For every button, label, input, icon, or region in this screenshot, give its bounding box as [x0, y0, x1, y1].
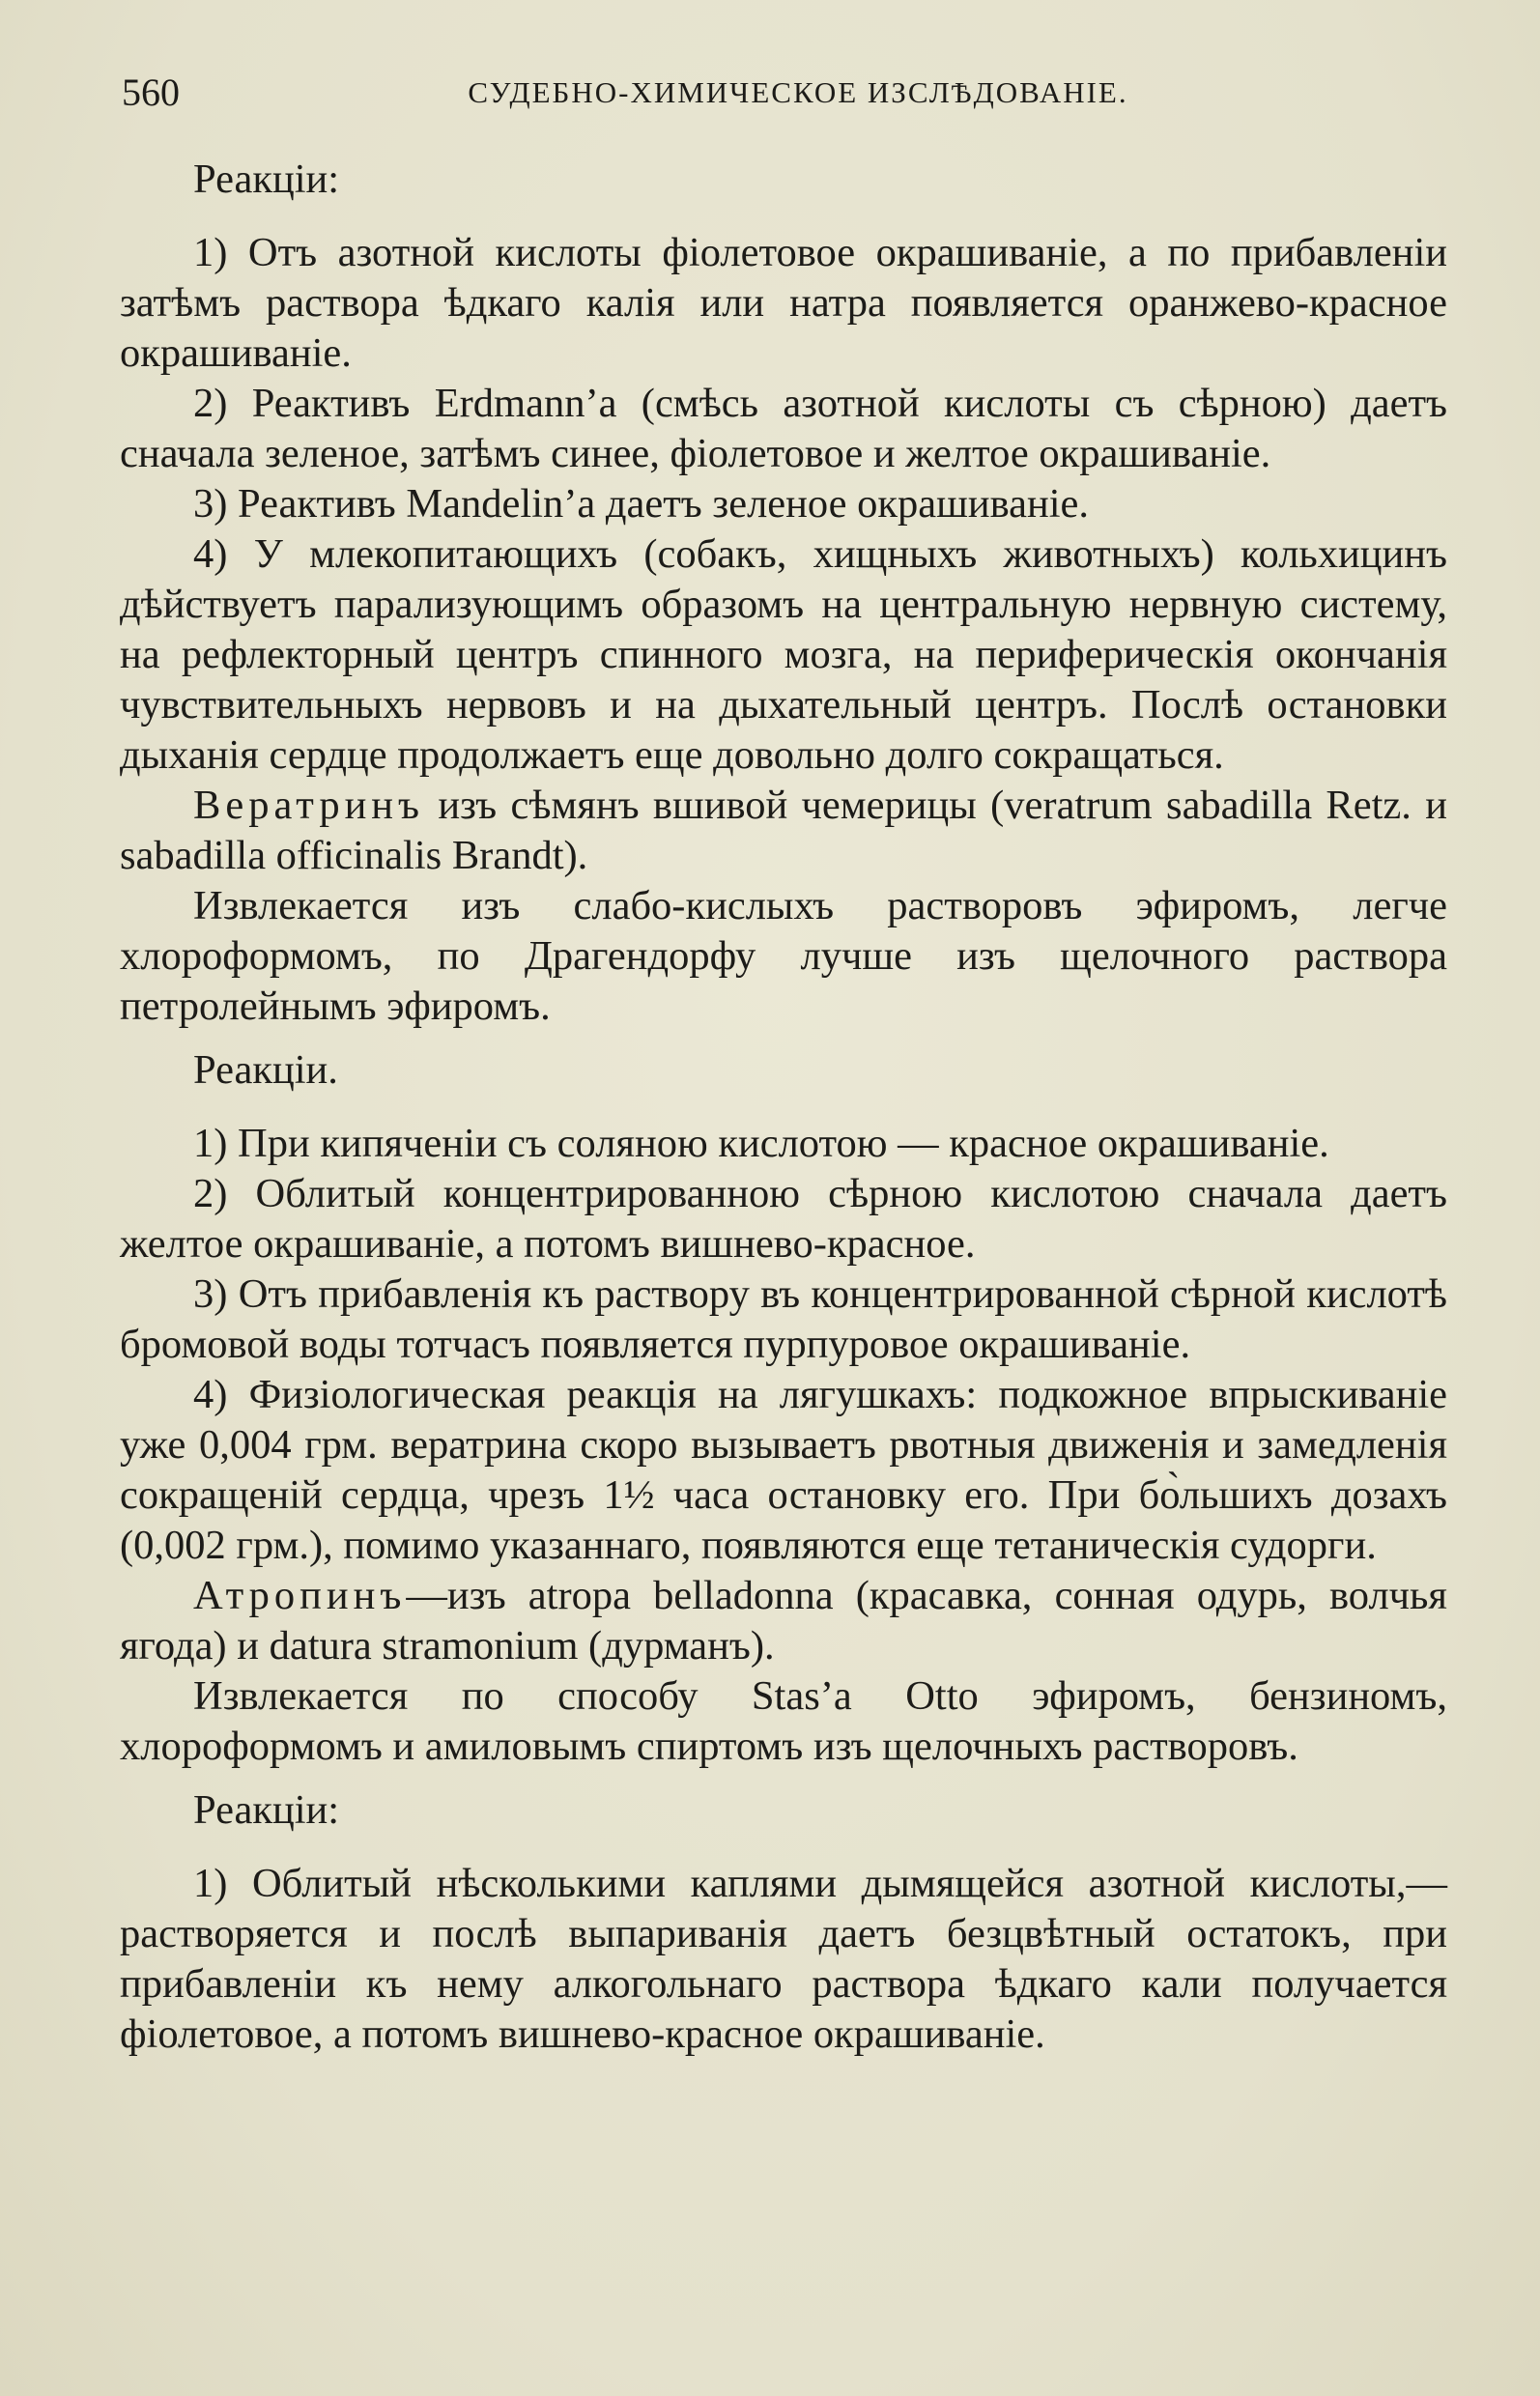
section-heading: Реакціи:	[193, 157, 340, 202]
paragraph: 1) При кипяченіи съ соляною кислотою — красное окрашиваніе.	[193, 1121, 1329, 1166]
body-text	[120, 155, 1447, 2060]
paragraph-text: —изъ atropa belladonna (красавка, сонная одурь, волчья ягода) и datura stramonium (дурманъ).	[120, 1573, 1447, 1669]
paragraph: 4) У млекопитающихъ (собакъ, хищныхъ животныхъ) кольхицинъ дѣйствуетъ парализующимъ образомъ на центральную нервную систему, на рефлекторный центръ спинного мозга, на периферическія окончанія чувствительныхъ нервовъ и на дыхательный центръ. Послѣ остановки дыханія сердце продолжаетъ еще довольно долго сокращаться.	[120, 531, 1447, 778]
paragraph: 3) Реактивъ Mandelin’a даетъ зеленое окрашиваніе.	[193, 481, 1090, 527]
paragraph: 4) Физіологическая реакція на лягушкахъ: подкожное впрыскиваніе уже 0,004 грм. вератрина скоро вызываетъ рвотныя движенія и замедленія сокращеній сердца, чрезъ 1½ часа остановку его. При бо̀льшихъ дозахъ (0,002 грм.), помимо указаннаго, появляются еще тетаническія судорги.	[120, 1372, 1447, 1568]
paragraph: 2) Облитый концентрированною сѣрною кислотою сначала даетъ желтое окрашиваніе, а потомъ вишнево-красное.	[120, 1171, 1447, 1267]
section-heading: Реакціи.	[193, 1047, 338, 1093]
paragraph: 1) Облитый нѣсколькими каплями дымящейся азотной кислоты,—растворяется и послѣ выпариванія даетъ безцвѣтный остатокъ, при прибавленіи къ нему алкогольнаго раствора ѣдкаго кали получается фіолетовое, а потомъ вишнево-красное окрашиваніе.	[120, 1861, 1447, 2057]
page-header	[122, 70, 1445, 118]
paragraph: 3) Отъ прибавленія къ раствору въ концентрированной сѣрной кислотѣ бромовой воды тотчасъ появляется пурпуровое окрашиваніе.	[120, 1271, 1447, 1367]
page-number: 560	[122, 71, 180, 114]
paragraph-text: изъ сѣмянъ вшивой чемерицы (veratrum sabadilla Retz. и sabadilla officinalis Brandt).	[120, 783, 1447, 878]
running-title: СУДЕБНО-ХИМИЧЕСКОЕ ИЗСЛѢДОВАНІЕ.	[468, 75, 1128, 109]
section-heading: Реакціи:	[193, 1787, 340, 1833]
paragraph: Извлекается по способу Stas’a Otto эфиромъ, бензиномъ, хлороформомъ и амиловымъ спиртомъ изъ щелочныхъ растворовъ.	[120, 1673, 1447, 1769]
spaced-term: Атропинъ	[193, 1573, 407, 1618]
paragraph: 2) Реактивъ Erdmann’a (смѣсь азотной кислоты съ сѣрною) даетъ сначала зеленое, затѣмъ синее, фіолетовое и желтое окрашиваніе.	[120, 381, 1447, 476]
paragraph: Извлекается изъ слабо-кислыхъ растворовъ эфиромъ, легче хлороформомъ, по Драгендорфу лучше изъ щелочного раствора петролейнымъ эфиромъ.	[120, 883, 1447, 1029]
paragraph	[120, 781, 1447, 881]
paragraph	[120, 1571, 1447, 1671]
paragraph: 1) Отъ азотной кислоты фіолетовое окрашиваніе, а по прибавленіи затѣмъ раствора ѣдкаго калія или натра появляется оранжево-красное окрашиваніе.	[120, 230, 1447, 376]
spaced-term: Вератринъ	[193, 783, 425, 828]
